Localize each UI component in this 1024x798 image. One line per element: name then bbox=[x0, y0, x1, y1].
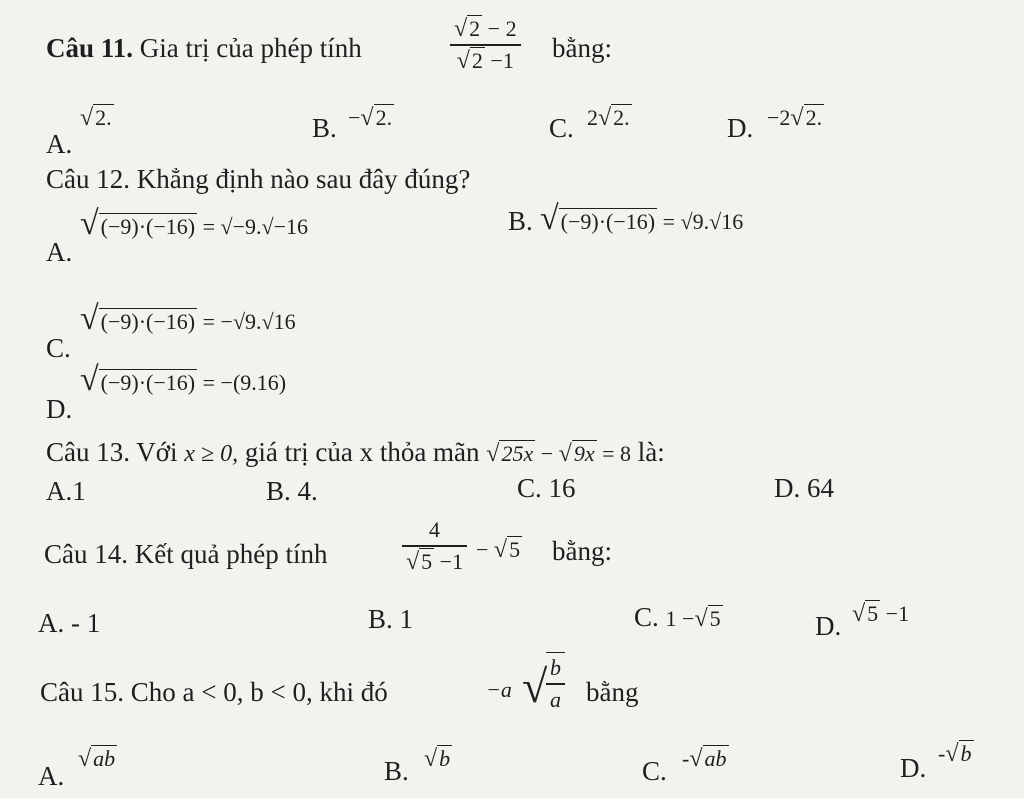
q15-opt-b-value: √b bbox=[424, 746, 451, 772]
q13-equation: √25x − √9x = 8 bbox=[486, 441, 632, 467]
q15-fraction bbox=[546, 652, 565, 715]
q15-num: b bbox=[546, 653, 565, 685]
q15-opt-c-letter: C. bbox=[642, 756, 667, 786]
q14-opt-d-value: √5 −1 bbox=[852, 601, 910, 627]
q14-opt-b: B. 1 bbox=[368, 604, 414, 634]
q13-opt-d: D. 64 bbox=[774, 473, 834, 503]
q15-radical-sign: √ bbox=[522, 661, 548, 712]
q12-stem: Câu 12. Khẳng định nào sau đây đúng? bbox=[46, 164, 471, 194]
q11-opt-c-value: 2√2. bbox=[587, 105, 630, 131]
q15-opt-d-letter: D. bbox=[900, 753, 927, 783]
q11-den-radicand: 2 bbox=[471, 48, 483, 73]
q12-opt-d-value: √(−9)·(−16) = −(9.16) bbox=[80, 361, 287, 398]
q15-opt-a-letter: A. bbox=[38, 761, 65, 791]
q11-suffix: bằng: bbox=[552, 33, 612, 63]
q11-den-tail: −1 bbox=[484, 48, 514, 73]
q14-prefix: Câu 14. Kết quả phép tính bbox=[44, 539, 328, 569]
q15-den: a bbox=[550, 687, 561, 712]
q11-label: Câu 11. bbox=[46, 33, 134, 63]
q11-num-tail: − 2 bbox=[482, 16, 517, 41]
q11-num-radicand: 2 bbox=[469, 16, 481, 41]
q12-opt-a-letter: A. bbox=[46, 237, 73, 267]
q15-suffix: bằng bbox=[586, 677, 639, 707]
q11-opt-b-letter: B. bbox=[312, 113, 337, 143]
q13-suffix: là: bbox=[637, 437, 665, 467]
q11-opt-a-letter: A. bbox=[46, 129, 73, 159]
q12-opt-c-letter: C. bbox=[46, 333, 71, 363]
q15-opt-b-letter: B. bbox=[384, 756, 409, 786]
q11-fraction: $\frac{√2 - 2}{√2 -1}$ bbox=[450, 14, 521, 76]
q12-opt-b-value: √(−9)·(−16) = √9.√16 bbox=[540, 200, 744, 237]
q14-suffix: bằng: bbox=[552, 536, 612, 566]
q15-opt-d-value: -√b bbox=[938, 741, 972, 767]
q12-opt-b-letter: B. bbox=[508, 206, 533, 236]
q13-prefix: Câu 13. Với bbox=[46, 437, 178, 467]
q12-opt-d-letter: D. bbox=[46, 394, 73, 424]
q11-stem bbox=[46, 32, 362, 64]
q12-opt-a-value: √(−9)·(−16) = √−9.√−16 bbox=[80, 205, 309, 242]
q13-mid: giá trị của x thỏa mãn bbox=[244, 437, 480, 467]
q15-opt-a-value: √ab bbox=[78, 746, 116, 772]
q15-opt-c-value: -√ab bbox=[682, 746, 727, 772]
q13-opt-a: A.1 bbox=[46, 476, 86, 506]
q11-opt-b-value: −√2. bbox=[348, 105, 393, 131]
q11-opt-a-value: √2. bbox=[80, 105, 112, 131]
q13-opt-b: B. 4. bbox=[266, 476, 318, 506]
q14-fraction: $\frac{4}{√5 -1}$ bbox=[402, 515, 467, 577]
q14-den-radicand: 5 bbox=[421, 549, 433, 574]
q14-opt-a: A. - 1 bbox=[38, 608, 101, 638]
q14-den-tail: −1 bbox=[434, 549, 464, 574]
q11-opt-d-letter: D. bbox=[727, 113, 754, 143]
q11-text: Gia trị của phép tính bbox=[139, 33, 362, 63]
q15-expr-lead: −a bbox=[486, 677, 512, 702]
q12-opt-c-value: √(−9)·(−16) = −√9.√16 bbox=[80, 300, 296, 337]
q14-opt-d-letter: D. bbox=[815, 611, 842, 641]
q13-opt-c: C. 16 bbox=[517, 473, 576, 503]
q11-opt-c-letter: C. bbox=[549, 113, 574, 143]
q13-condition: x ≥ 0, bbox=[184, 441, 239, 467]
q13-stem bbox=[46, 436, 665, 470]
q14-opt-c: C. 1 −√5 bbox=[634, 602, 721, 632]
q14-tail: − √5 bbox=[476, 537, 521, 563]
q11-opt-d-value: −2√2. bbox=[767, 105, 823, 131]
q14-num: 4 bbox=[402, 515, 467, 547]
q15-prefix: Câu 15. Cho a < 0, b < 0, khi đó bbox=[40, 677, 388, 707]
